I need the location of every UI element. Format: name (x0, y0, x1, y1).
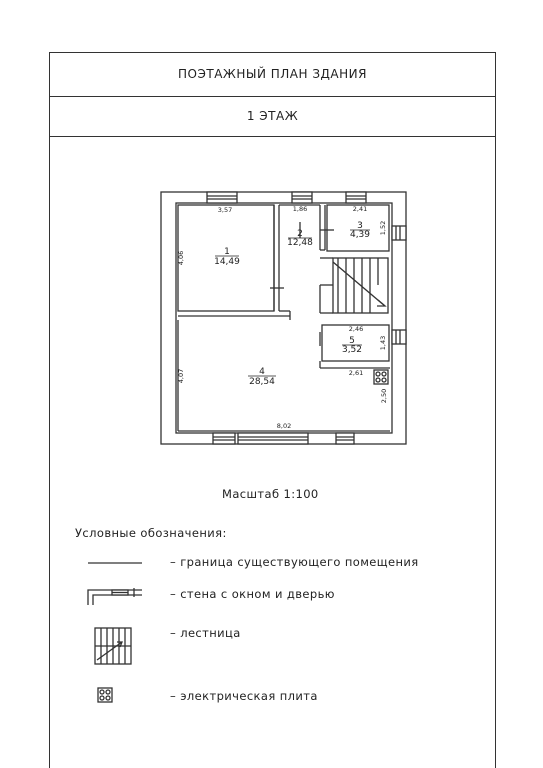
dim-kitchen-height: 2,50 (380, 388, 388, 404)
room-2-number: 2 (297, 229, 303, 239)
dim-room3-height: 1,52 (379, 220, 387, 236)
dim-room4-height: 4,07 (177, 368, 185, 384)
room-2-area: 12,48 (287, 238, 313, 248)
dim-room3-width: 2,41 (352, 205, 368, 213)
room-3-number: 3 (357, 221, 363, 231)
dim-room1-height: 4,06 (177, 250, 185, 266)
wall-window-door-icon (88, 588, 142, 605)
dim-room4-width: 8,02 (276, 422, 292, 430)
room-5-number: 5 (349, 336, 355, 346)
dim-room1-width: 3,57 (217, 206, 233, 214)
dim-room2-width: 1,86 (292, 205, 308, 213)
room-1-area: 14,49 (214, 257, 240, 267)
legend-item-stove: – электрическая плита (170, 689, 318, 703)
room-1-number: 1 (224, 247, 230, 257)
room-5-area: 3,52 (341, 345, 363, 355)
legend-title: Условные обозначения: (75, 526, 227, 540)
room-4-area: 28,54 (249, 377, 275, 387)
scale-label: Масштаб 1:100 (222, 487, 319, 501)
legend-item-stairs: – лестница (170, 626, 241, 640)
room-4-number: 4 (259, 367, 265, 377)
legend-item-wall: – стена с окном и дверью (170, 587, 335, 601)
electric-stove-icon (98, 688, 112, 702)
dim-room5-width: 2,46 (348, 325, 364, 333)
dim-kitchen-width: 2,61 (348, 369, 364, 377)
dim-room5-height: 1,43 (379, 335, 387, 351)
floor-label: 1 ЭТАЖ (50, 96, 495, 137)
page-title: ПОЭТАЖНЫЙ ПЛАН ЗДАНИЯ (50, 53, 495, 97)
room-3-area: 4,39 (349, 230, 371, 240)
legend-item-boundary: – граница существующего помещения (170, 555, 419, 569)
stairs-icon (95, 628, 131, 664)
electric-stove-icon (374, 370, 388, 384)
